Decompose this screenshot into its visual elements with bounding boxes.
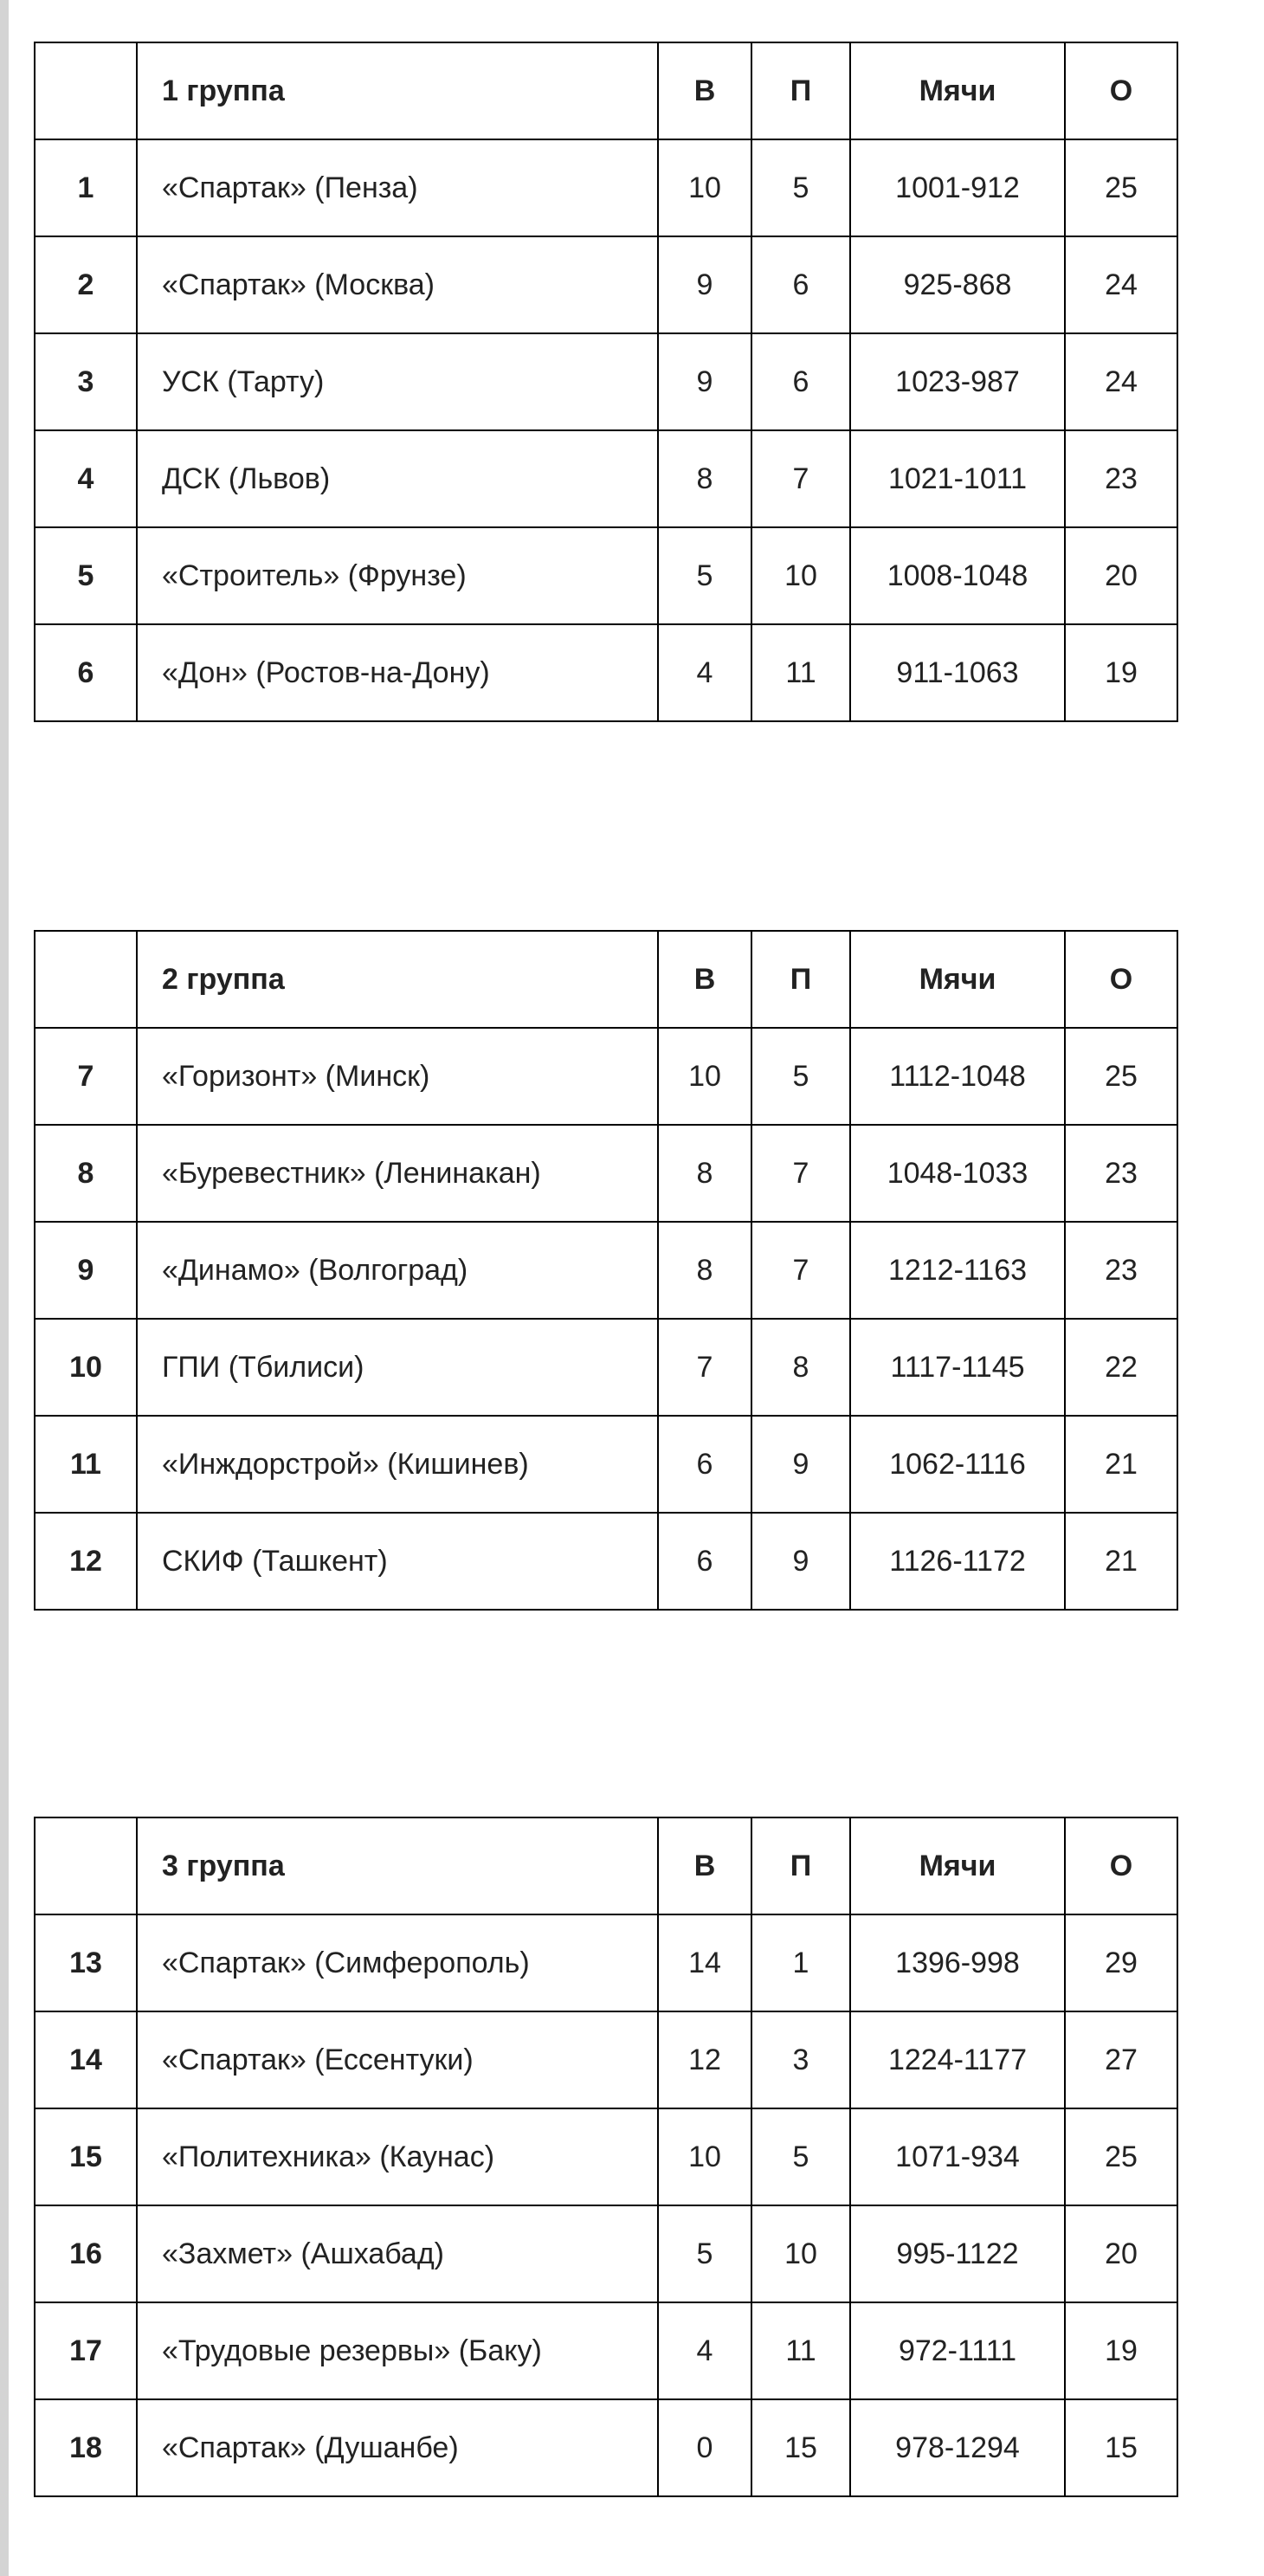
wins-cell: 10 (658, 139, 751, 236)
team-cell: «Спартак» (Душанбе) (137, 2399, 658, 2496)
team-cell: «Спартак» (Пенза) (137, 139, 658, 236)
wins-header: В (658, 42, 751, 139)
group-title: 2 группа (137, 931, 658, 1028)
wins-cell: 6 (658, 1513, 751, 1610)
position-cell: 5 (35, 527, 137, 624)
wins-header: В (658, 931, 751, 1028)
team-cell: «Спартак» (Москва) (137, 236, 658, 333)
balls-cell: 995-1122 (850, 2205, 1065, 2302)
losses-cell: 11 (751, 2302, 850, 2399)
balls-cell: 1224-1177 (850, 2011, 1065, 2108)
position-cell: 14 (35, 2011, 137, 2108)
losses-cell: 10 (751, 2205, 850, 2302)
points-cell: 19 (1065, 624, 1177, 721)
points-cell: 23 (1065, 1125, 1177, 1222)
page-left-border (0, 0, 9, 2576)
balls-header: Мячи (850, 1817, 1065, 1914)
wins-cell: 0 (658, 2399, 751, 2496)
balls-cell: 1117-1145 (850, 1319, 1065, 1416)
wins-cell: 7 (658, 1319, 751, 1416)
losses-cell: 7 (751, 1125, 850, 1222)
balls-cell: 1062-1116 (850, 1416, 1065, 1513)
wins-cell: 8 (658, 430, 751, 527)
wins-cell: 12 (658, 2011, 751, 2108)
balls-header: Мячи (850, 931, 1065, 1028)
points-cell: 15 (1065, 2399, 1177, 2496)
team-cell: «Спартак» (Ессентуки) (137, 2011, 658, 2108)
losses-cell: 9 (751, 1513, 850, 1610)
wins-header: В (658, 1817, 751, 1914)
wins-cell: 6 (658, 1416, 751, 1513)
team-cell: «Трудовые резервы» (Баку) (137, 2302, 658, 2399)
points-cell: 21 (1065, 1416, 1177, 1513)
team-cell: «Буревестник» (Ленинакан) (137, 1125, 658, 1222)
team-cell: «Политехника» (Каунас) (137, 2108, 658, 2205)
table-row (35, 2108, 1177, 2205)
position-cell: 4 (35, 430, 137, 527)
points-header: О (1065, 42, 1177, 139)
position-cell: 3 (35, 333, 137, 430)
wins-cell: 8 (658, 1222, 751, 1319)
losses-cell: 9 (751, 1416, 850, 1513)
table-row (35, 1513, 1177, 1610)
position-cell: 17 (35, 2302, 137, 2399)
points-cell: 24 (1065, 236, 1177, 333)
points-header: О (1065, 1817, 1177, 1914)
points-cell: 25 (1065, 2108, 1177, 2205)
points-cell: 29 (1065, 1914, 1177, 2011)
position-cell: 12 (35, 1513, 137, 1610)
table-row (35, 1125, 1177, 1222)
balls-header: Мячи (850, 42, 1065, 139)
balls-cell: 1021-1011 (850, 430, 1065, 527)
losses-cell: 1 (751, 1914, 850, 2011)
table-row (35, 139, 1177, 236)
losses-cell: 11 (751, 624, 850, 721)
position-cell: 9 (35, 1222, 137, 1319)
team-cell: «Дон» (Ростов-на-Дону) (137, 624, 658, 721)
table-row (35, 1416, 1177, 1513)
team-cell: ДСК (Львов) (137, 430, 658, 527)
table-row (35, 1319, 1177, 1416)
losses-cell: 7 (751, 430, 850, 527)
points-cell: 22 (1065, 1319, 1177, 1416)
table-header-row (35, 931, 1177, 1028)
points-cell: 25 (1065, 139, 1177, 236)
group-title: 1 группа (137, 42, 658, 139)
wins-cell: 14 (658, 1914, 751, 2011)
points-cell: 25 (1065, 1028, 1177, 1125)
table-row (35, 1028, 1177, 1125)
balls-cell: 911-1063 (850, 624, 1065, 721)
group-2-table (34, 930, 1178, 1611)
losses-header: П (751, 931, 850, 1028)
losses-cell: 5 (751, 2108, 850, 2205)
points-cell: 27 (1065, 2011, 1177, 2108)
position-cell: 7 (35, 1028, 137, 1125)
losses-cell: 15 (751, 2399, 850, 2496)
wins-cell: 9 (658, 236, 751, 333)
balls-cell: 925-868 (850, 236, 1065, 333)
table-row (35, 430, 1177, 527)
table-row (35, 2205, 1177, 2302)
wins-cell: 9 (658, 333, 751, 430)
team-cell: ГПИ (Тбилиси) (137, 1319, 658, 1416)
losses-cell: 6 (751, 333, 850, 430)
balls-cell: 1001-912 (850, 139, 1065, 236)
position-cell: 11 (35, 1416, 137, 1513)
balls-cell: 1126-1172 (850, 1513, 1065, 1610)
losses-header: П (751, 1817, 850, 1914)
balls-cell: 972-1111 (850, 2302, 1065, 2399)
team-cell: «Захмет» (Ашхабад) (137, 2205, 658, 2302)
position-header (35, 1817, 137, 1914)
losses-cell: 6 (751, 236, 850, 333)
team-cell: «Горизонт» (Минск) (137, 1028, 658, 1125)
position-cell: 10 (35, 1319, 137, 1416)
table-row (35, 2302, 1177, 2399)
points-cell: 23 (1065, 430, 1177, 527)
position-cell: 18 (35, 2399, 137, 2496)
team-cell: «Инждорстрой» (Кишинев) (137, 1416, 658, 1513)
wins-cell: 8 (658, 1125, 751, 1222)
balls-cell: 1396-998 (850, 1914, 1065, 2011)
position-cell: 8 (35, 1125, 137, 1222)
balls-cell: 1048-1033 (850, 1125, 1065, 1222)
points-cell: 24 (1065, 333, 1177, 430)
table-row (35, 527, 1177, 624)
wins-cell: 4 (658, 2302, 751, 2399)
points-cell: 19 (1065, 2302, 1177, 2399)
points-cell: 21 (1065, 1513, 1177, 1610)
losses-cell: 5 (751, 139, 850, 236)
position-cell: 2 (35, 236, 137, 333)
position-cell: 13 (35, 1914, 137, 2011)
team-cell: «Строитель» (Фрунзе) (137, 527, 658, 624)
group-title: 3 группа (137, 1817, 658, 1914)
balls-cell: 1023-987 (850, 333, 1065, 430)
balls-cell: 1071-934 (850, 2108, 1065, 2205)
losses-cell: 5 (751, 1028, 850, 1125)
wins-cell: 10 (658, 1028, 751, 1125)
table-row (35, 333, 1177, 430)
position-cell: 6 (35, 624, 137, 721)
table-row (35, 1222, 1177, 1319)
wins-cell: 10 (658, 2108, 751, 2205)
table-row (35, 624, 1177, 721)
losses-cell: 3 (751, 2011, 850, 2108)
losses-cell: 10 (751, 527, 850, 624)
position-cell: 15 (35, 2108, 137, 2205)
team-cell: «Динамо» (Волгоград) (137, 1222, 658, 1319)
table-header-row (35, 1817, 1177, 1914)
team-cell: УСК (Тарту) (137, 333, 658, 430)
losses-cell: 8 (751, 1319, 850, 1416)
position-header (35, 931, 137, 1028)
team-cell: «Спартак» (Симферополь) (137, 1914, 658, 2011)
losses-cell: 7 (751, 1222, 850, 1319)
position-cell: 1 (35, 139, 137, 236)
position-header (35, 42, 137, 139)
wins-cell: 5 (658, 527, 751, 624)
points-cell: 20 (1065, 527, 1177, 624)
group-3-table (34, 1817, 1178, 2497)
balls-cell: 1008-1048 (850, 527, 1065, 624)
table-header-row (35, 42, 1177, 139)
balls-cell: 1112-1048 (850, 1028, 1065, 1125)
table-row (35, 2399, 1177, 2496)
table-row (35, 1914, 1177, 2011)
group-1-table (34, 42, 1178, 722)
team-cell: СКИФ (Ташкент) (137, 1513, 658, 1610)
points-cell: 20 (1065, 2205, 1177, 2302)
points-header: О (1065, 931, 1177, 1028)
balls-cell: 1212-1163 (850, 1222, 1065, 1319)
losses-header: П (751, 42, 850, 139)
table-row (35, 236, 1177, 333)
position-cell: 16 (35, 2205, 137, 2302)
table-row (35, 2011, 1177, 2108)
wins-cell: 5 (658, 2205, 751, 2302)
balls-cell: 978-1294 (850, 2399, 1065, 2496)
wins-cell: 4 (658, 624, 751, 721)
points-cell: 23 (1065, 1222, 1177, 1319)
